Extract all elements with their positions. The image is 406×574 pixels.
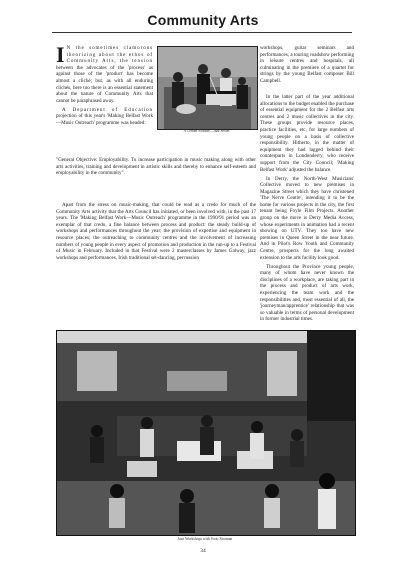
drop-cap: I (56, 42, 65, 67)
right-column (260, 45, 354, 87)
page-number: 34 (200, 548, 206, 554)
quote-block (56, 157, 256, 179)
equipment-text: In the latter part of the year additional allocations to the budget enabled the purchase of essential equipment for the 2 Belfast arts centres and 2 music collectives in the city. These groups provide resource places, practice facilities, etc, for large numbers of young people on a basis of collective responsibility. Hitherto, in the matter of equipment they had lagged behind their counterparts in Londonderry, who receive support from the City Council; 'Making Belfast Work' adjusted the balance. (260, 94, 354, 173)
left-column (56, 42, 153, 129)
intro-paragraph (56, 42, 153, 104)
objective-quote: "General Objective: Employability. To increase participation in music making along with other arts activities, training and development in artistic skills and thereby to enhance self-esteem and employability in the community". (56, 157, 256, 177)
top-photo-caption: A Certain Attitude—Jazz Sextet (183, 129, 230, 133)
festival-continued-paragraph: workshops, guitar seminars and performances, a touring roadshow performing in leisure centres and hospitals, all culminating in the premiere of a quartet for strings by the young Belfast composer Bill Campbell. (260, 45, 354, 84)
title-rule (52, 32, 352, 33)
projection-spaced-text: A Department of Education (62, 106, 153, 113)
projection-paragraph (56, 107, 153, 127)
page-title: Community Arts (147, 12, 259, 28)
credo-paragraph: Apart from the stress on music-making, that could be read as a credo for much of the Community Arts activity that the Arts Council has initiated, or been involved with, in the past 17 years. The 'Making Belfast Work—Music Outreach' programme in the 1990/91 period was an exemplar of that credo, a fine balance between process and product: the steady build-up of workshops and performances throughout the year; the provision of expertise and equipment in resource places; the outreaching to community centres and the involvement of increasing numbers of young people in every aspect of promotion and production in the run-up to a Festival of Music in February. Included in that Festival were 2 masterclasses by James Galway, jazz workshops and performances, Irish traditional set-dancing, percussion (56, 202, 256, 261)
right-wide-column (260, 94, 354, 325)
projection-text: projection of this year's 'Making Belfast Work—Music Outreach' programme was headed: (56, 113, 153, 126)
bottom-photo-caption: Jazz Workshops with Scott Stroman (177, 537, 233, 541)
jazz-workshop-photo (56, 330, 356, 536)
derry-paragraph: In Derry, the North-West Musicians' Collective moved to new premises in Magazine Street which they have christened 'The Nerve Centre', intending it to be the home for various projects in the city, the first tenant being Foyle Film Projects. Another group on the move is Derry Media Access, whose experiments in animation had a recent showing on UTV. They too have new premises in Queen Street in the near future. And in Pilot's Row Youth and Community Centre, prospects for the long awaited extension to the arts facility look good. (260, 175, 354, 261)
jazz-sextet-photo (157, 46, 258, 130)
intro-spaced-text: N the sometimes clamorous theorizing about the ethos of Community Arts, the tension (66, 45, 153, 65)
province-paragraph: Throughout the Province young people, many of whom have never known the disciplines of a workplace, are taking part in the process and product of arts work, experiencing the team work and the responsibilities and, most essential of all, the 'journeyman/apprentice' relationship that was so valuable in terms of personal development in former industrial times. (260, 263, 354, 323)
left-column-lower (56, 202, 256, 264)
intro-text: between the advocates of the 'process' as against those of the 'product' has become almost a cliché; but, as with all enduring clichés, here too there is an essential statement about the nature of Community Arts that cannot be paraphrased away. (56, 64, 153, 104)
